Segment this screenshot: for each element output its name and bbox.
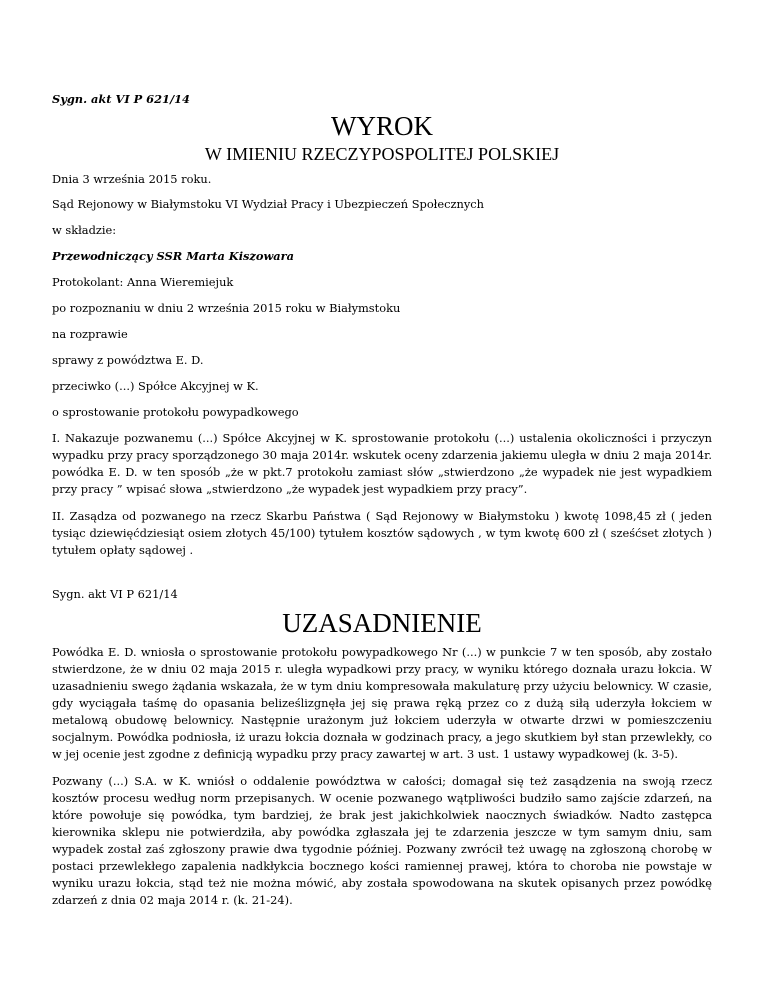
case-subject: o sprostowanie protokołu powypadkowego (52, 405, 299, 419)
justification-paragraph-1: Powódka E. D. wniosła o sprostowanie protokołu powypadkowego Nr (...) w punkcie 7 w ten sposób, aby zostało stwierdzone, że w dniu 02 maja 2015 r. uległa wypadkowi przy pracy, w wyniku którego doznała urazu łokcia. W uzasadnieniu swego żądania wskazała, że w tym dniu kompresowała makulaturę przy użyciu belownicy. W czasie, gdy wyciągała taśmę do opasania beliześlizgnęła jej się prawa ręką przez co z dużą siłą uderzyła łokciem w metalową obudowę belownicy. Następnie urażonym już łokciem uderzyła w otwarte drzwi w pomieszczeniu socjalnym. Powódka podniosła, iż urazu łokcia doznała w godzinach pracy, a jego skutkiem był stan przewlekły, co w jej ocenie jest zgodne z definicją wypadku przy pracy zawartej w art. 3 ust. 1 ustawy wypadkowej (k. 3-5). (52, 645, 712, 761)
hearing-info: po rozpoznaniu w dniu 2 września 2015 roku w Białymstoku (52, 301, 401, 315)
case-claim: sprawy z powództwa E. D. (52, 353, 204, 367)
case-signature-mid: Sygn. akt VI P 621/14 (52, 587, 178, 601)
ruling-point-1: I. Nakazuje pozwanemu (...) Spółce Akcyjnej w K. sprostowanie protokołu (...) ustalenia okoliczności i przyczyn wypadku przy pracy sporządzonego 30 maja 2014r. wskutek oceny zdarzenia jakiemu uległa w dniu 2 maja 2014r. powódka E. D. w ten sposób „że w pkt.7 protokołu zamiast słów „stwierdzono „że wypadek nie jest wypadkiem przy pracy ” wpisać słowa „stwierdzono „że wypadek jest wypadkiem przy pracy”. (52, 431, 712, 496)
case-signature-top: Sygn. akt VI P 621/14 (52, 92, 190, 106)
chair-judge: Przewodniczący SSR Marta Kiszowara (52, 249, 295, 263)
judgment-subtitle: W IMIENIU RZECZYPOSPOLITEJ POLSKIEJ (204, 144, 560, 164)
defendant: przeciwko (...) Spółce Akcyjnej w K. (52, 379, 259, 393)
court-name: Sąd Rejonowy w Białymstoku VI Wydział Pracy i Ubezpieczeń Społecznych (52, 197, 484, 211)
composition-label: w składzie: (52, 223, 117, 237)
hearing-type: na rozprawie (52, 327, 128, 341)
ruling-point-2: II. Zasądza od pozwanego na rzecz Skarbu Państwa ( Sąd Rejonowy w Białymstoku ) kwotę 1098,45 zł ( jeden tysiąc dziewięćdziesiąt osiem złotych 45/100) tytułem kosztów sądowych , w tym kwotę 600 zł ( sześćset złotych ) tytułem opłaty sądowej . (52, 509, 712, 557)
justification-title: UZASADNIENIE (282, 608, 482, 638)
clerk: Protokolant: Anna Wieremiejuk (52, 275, 234, 289)
justification-paragraph-2: Pozwany (...) S.A. w K. wniósł o oddalenie powództwa w całości; domagał się też zasądzenia na swoją rzecz kosztów procesu według norm przepisanych. W ocenie pozwanego wątpliwości budziło samo zajście zdarzeń, na które powołuje się powódka, tym bardziej, że brak jest jakichkolwiek naocznych świadków. Nadto zastępca kierownika sklepu nie potwierdziła, aby powódka zgłaszała jej te zdarzenia jeszcze w tym samym dniu, sam wypadek został zaś zgłoszony prawie dwa tygodnie później. Pozwany zwrócił też uwagę na zgłoszoną chorobę w postaci przewlekłego zapalenia nadkłykcia bocznego kości ramiennej prawej, która to choroba nie powstaje w wyniku urazu łokcia, stąd też nie można mówić, aby została spowodowana na skutek opisanych przez powódkę zdarzeń z dnia 02 maja 2014 r. (k. 21-24). (52, 774, 712, 907)
judgment-title: WYROK (331, 111, 433, 141)
judgment-date: Dnia 3 września 2015 roku. (52, 172, 212, 186)
